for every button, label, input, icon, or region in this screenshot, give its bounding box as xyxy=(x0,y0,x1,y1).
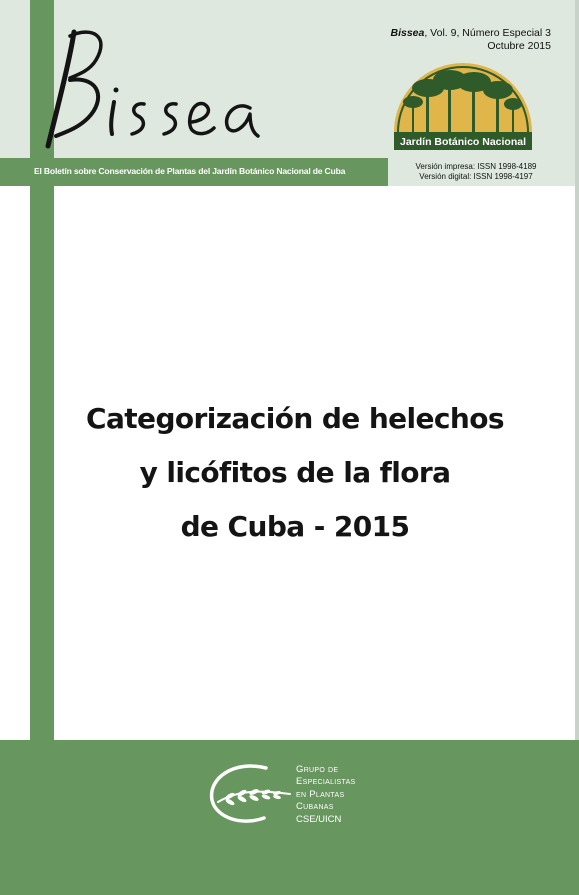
issn-info xyxy=(400,162,552,182)
cse-line-5: CSE/UICN xyxy=(296,813,342,825)
cse-line-1: Grupo de xyxy=(296,764,339,775)
issue-volume-number: , Vol. 9, Número Especial 3 xyxy=(424,27,551,39)
cse-group-name xyxy=(296,764,356,826)
title-line-3: de Cuba - 2015 xyxy=(180,510,410,543)
cover-title xyxy=(40,392,550,554)
cse-line-2: Especialistas xyxy=(296,776,356,788)
title-line-2: y licófitos de la flora xyxy=(139,456,451,489)
right-edge-shadow xyxy=(575,0,579,740)
garden-name: Jardín Botánico Nacional xyxy=(399,136,527,148)
journal-tagline: El Boletín sobre Conservación de Plantas del Jardín Botánico Nacional de Cuba xyxy=(34,166,346,176)
cse-uicn-logo xyxy=(204,760,294,828)
issue-volume xyxy=(390,27,551,40)
title-line-1: Categorización de helechos xyxy=(86,402,504,435)
issue-date: Octubre 2015 xyxy=(487,40,551,52)
issue-journal-name: Bissea xyxy=(390,27,425,39)
bissea-logo xyxy=(40,18,280,156)
cse-line-4: Cubanas xyxy=(296,801,334,813)
cse-line-3: en Plantas xyxy=(296,788,345,800)
issue-info xyxy=(390,27,551,53)
jardin-botanico-logo xyxy=(392,60,534,150)
issn-print: Versión impresa: ISSN 1998-4189 xyxy=(415,162,537,171)
issn-digital: Versión digital: ISSN 1998-4197 xyxy=(419,172,533,181)
